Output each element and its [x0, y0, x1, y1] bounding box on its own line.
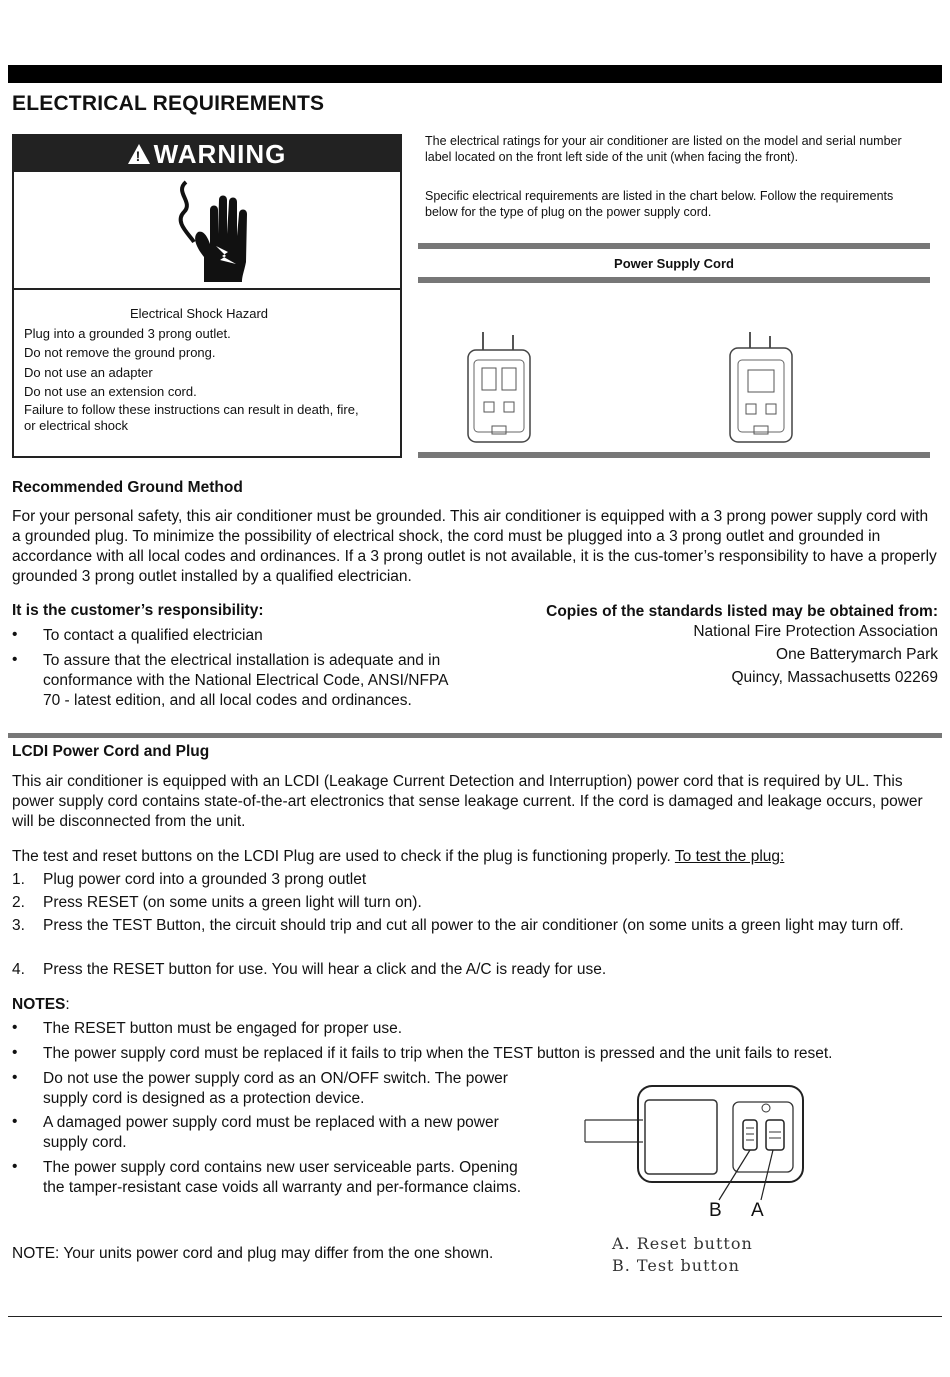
bottom-rule — [8, 1316, 942, 1317]
responsibility-item: To assure that the electrical installation is adequate and in conformance with the National Electrical Code, ANSI/NFPA 70 - latest edition, and all local codes and ordinances. — [43, 652, 448, 709]
figure-label-a: A — [751, 1200, 764, 1221]
ratings-text: The electrical ratings for your air conditioner are listed on the model and serial number label located on the front left side of the unit (when facing the front). — [425, 134, 902, 164]
lcdi-heading: LCDI Power Cord and Plug — [12, 743, 210, 760]
bullet: • — [12, 1019, 18, 1036]
caption-test: B. Test button — [612, 1256, 740, 1275]
bullet: • — [12, 651, 18, 668]
standards-line: National Fire Protection Association — [693, 623, 938, 640]
section-title: ELECTRICAL REQUIREMENTS — [12, 92, 325, 115]
step-text: Plug power cord into a grounded 3 prong outlet — [43, 871, 367, 888]
warning-line: Failure to follow these instructions can result in death, fire, or electrical shock — [24, 401, 359, 433]
chart-bottom-rule — [418, 452, 930, 458]
warning-line: Do not use an adapter — [24, 364, 153, 380]
requirements-text: Specific electrical requirements are listed in the chart below. Follow the requirements below for the type of plug on the power supply cord. — [425, 189, 894, 219]
shock-hazard-illustration — [14, 172, 400, 290]
note-item: Do not use the power supply cord as an ON/OFF switch. The power supply cord is designed as a protection device. — [43, 1070, 508, 1107]
caption-reset: A. Reset button — [612, 1234, 753, 1253]
standards-line: Quincy, Massachusetts 02269 — [731, 669, 938, 686]
warning-line: Do not use an extension cord. — [24, 384, 197, 399]
responsibility-heading: It is the customer’s responsibility: — [12, 602, 264, 619]
note-item: The power supply cord must be replaced if it fails to trip when the TEST button is pressed and the unit fails to reset. — [43, 1045, 833, 1062]
lcdi-plug-figure — [583, 1082, 813, 1222]
lcdi-body: This air conditioner is equipped with an LCDI (Leakage Current Detection and Interruption) power cord that is required by UL. This power supply cord contains state-of-the-art electronics that sense leakage current. If the cord is damaged and leakage occurs, power will be disconnected from the unit. — [12, 773, 923, 830]
ground-method-heading: Recommended Ground Method — [12, 479, 243, 496]
warning-label: WARNING — [153, 138, 287, 169]
notes-heading: NOTES: — [12, 996, 70, 1013]
step-number: 1. — [12, 871, 25, 888]
responsibility-item: To contact a qualified electrician — [43, 627, 263, 644]
test-intro — [12, 847, 938, 867]
bullet: • — [12, 1113, 18, 1130]
bullet: • — [12, 1158, 18, 1175]
warning-line: Plug into a grounded 3 prong outlet. — [24, 325, 231, 341]
step-text: Press RESET (on some units a green light will turn on). — [43, 894, 422, 911]
cord-chart-title: Power Supply Cord — [614, 256, 734, 271]
standards-line: One Batterymarch Park — [776, 646, 938, 663]
chart-top-rule — [418, 243, 930, 249]
note-item: A damaged power supply cord must be replaced with a new power supply cord. — [43, 1114, 499, 1151]
bullet: • — [12, 1044, 18, 1061]
section-divider — [8, 733, 942, 738]
top-bar — [8, 65, 942, 83]
note-item: The power supply cord contains new user serviceable parts. Opening the tamper-resistant case voids all warranty and per-formance claims. — [43, 1159, 522, 1196]
plug-illustration-left — [458, 330, 538, 448]
step-number: 4. — [12, 961, 25, 978]
chart-mid-rule — [418, 277, 930, 283]
step-text: Press the RESET button for use. You will hear a click and the A/C is ready for use. — [43, 961, 607, 978]
warning-triangle-icon: ! — [128, 144, 150, 164]
figure-label-b: B — [709, 1200, 722, 1221]
warning-box — [12, 134, 402, 458]
note-footnote: NOTE: Your units power cord and plug may differ from the one shown. — [12, 1245, 494, 1262]
step-number: 2. — [12, 894, 25, 911]
bullet: • — [12, 626, 18, 643]
step-text: Press the TEST Button, the circuit should trip and cut all power to the air conditioner (on some units a green light may turn off. — [43, 917, 904, 934]
warning-text — [24, 304, 394, 434]
test-plug-link: To test the plug: — [674, 848, 785, 865]
plug-illustration-right — [720, 330, 800, 448]
warning-header — [14, 136, 400, 172]
hazard-title: Electrical Shock Hazard — [130, 306, 268, 321]
standards-heading: Copies of the standards listed may be obtained from: — [546, 603, 938, 620]
ground-method-body: For your personal safety, this air conditioner must be grounded. This air conditioner is equipped with a 3 prong power supply cord with a grounded plug. To minimize the possibility of electrical shock, the cord must be plugged into a 3 prong outlet and grounded in accordance with all local codes and ordinances. If a 3 prong outlet is not available, it is the cus-tomer’s responsibility to have a properly grounded 3 prong outlet installed by a qualified electrician. — [12, 508, 937, 585]
test-intro-text: The test and reset buttons on the LCDI Plug are used to check if the plug is functioning properly. — [12, 848, 671, 865]
note-item: The RESET button must be engaged for proper use. — [43, 1020, 403, 1037]
warning-line: Do not remove the ground prong. — [24, 345, 216, 360]
shock-hand-icon — [14, 172, 400, 288]
step-number: 3. — [12, 917, 25, 934]
bullet: • — [12, 1069, 18, 1086]
